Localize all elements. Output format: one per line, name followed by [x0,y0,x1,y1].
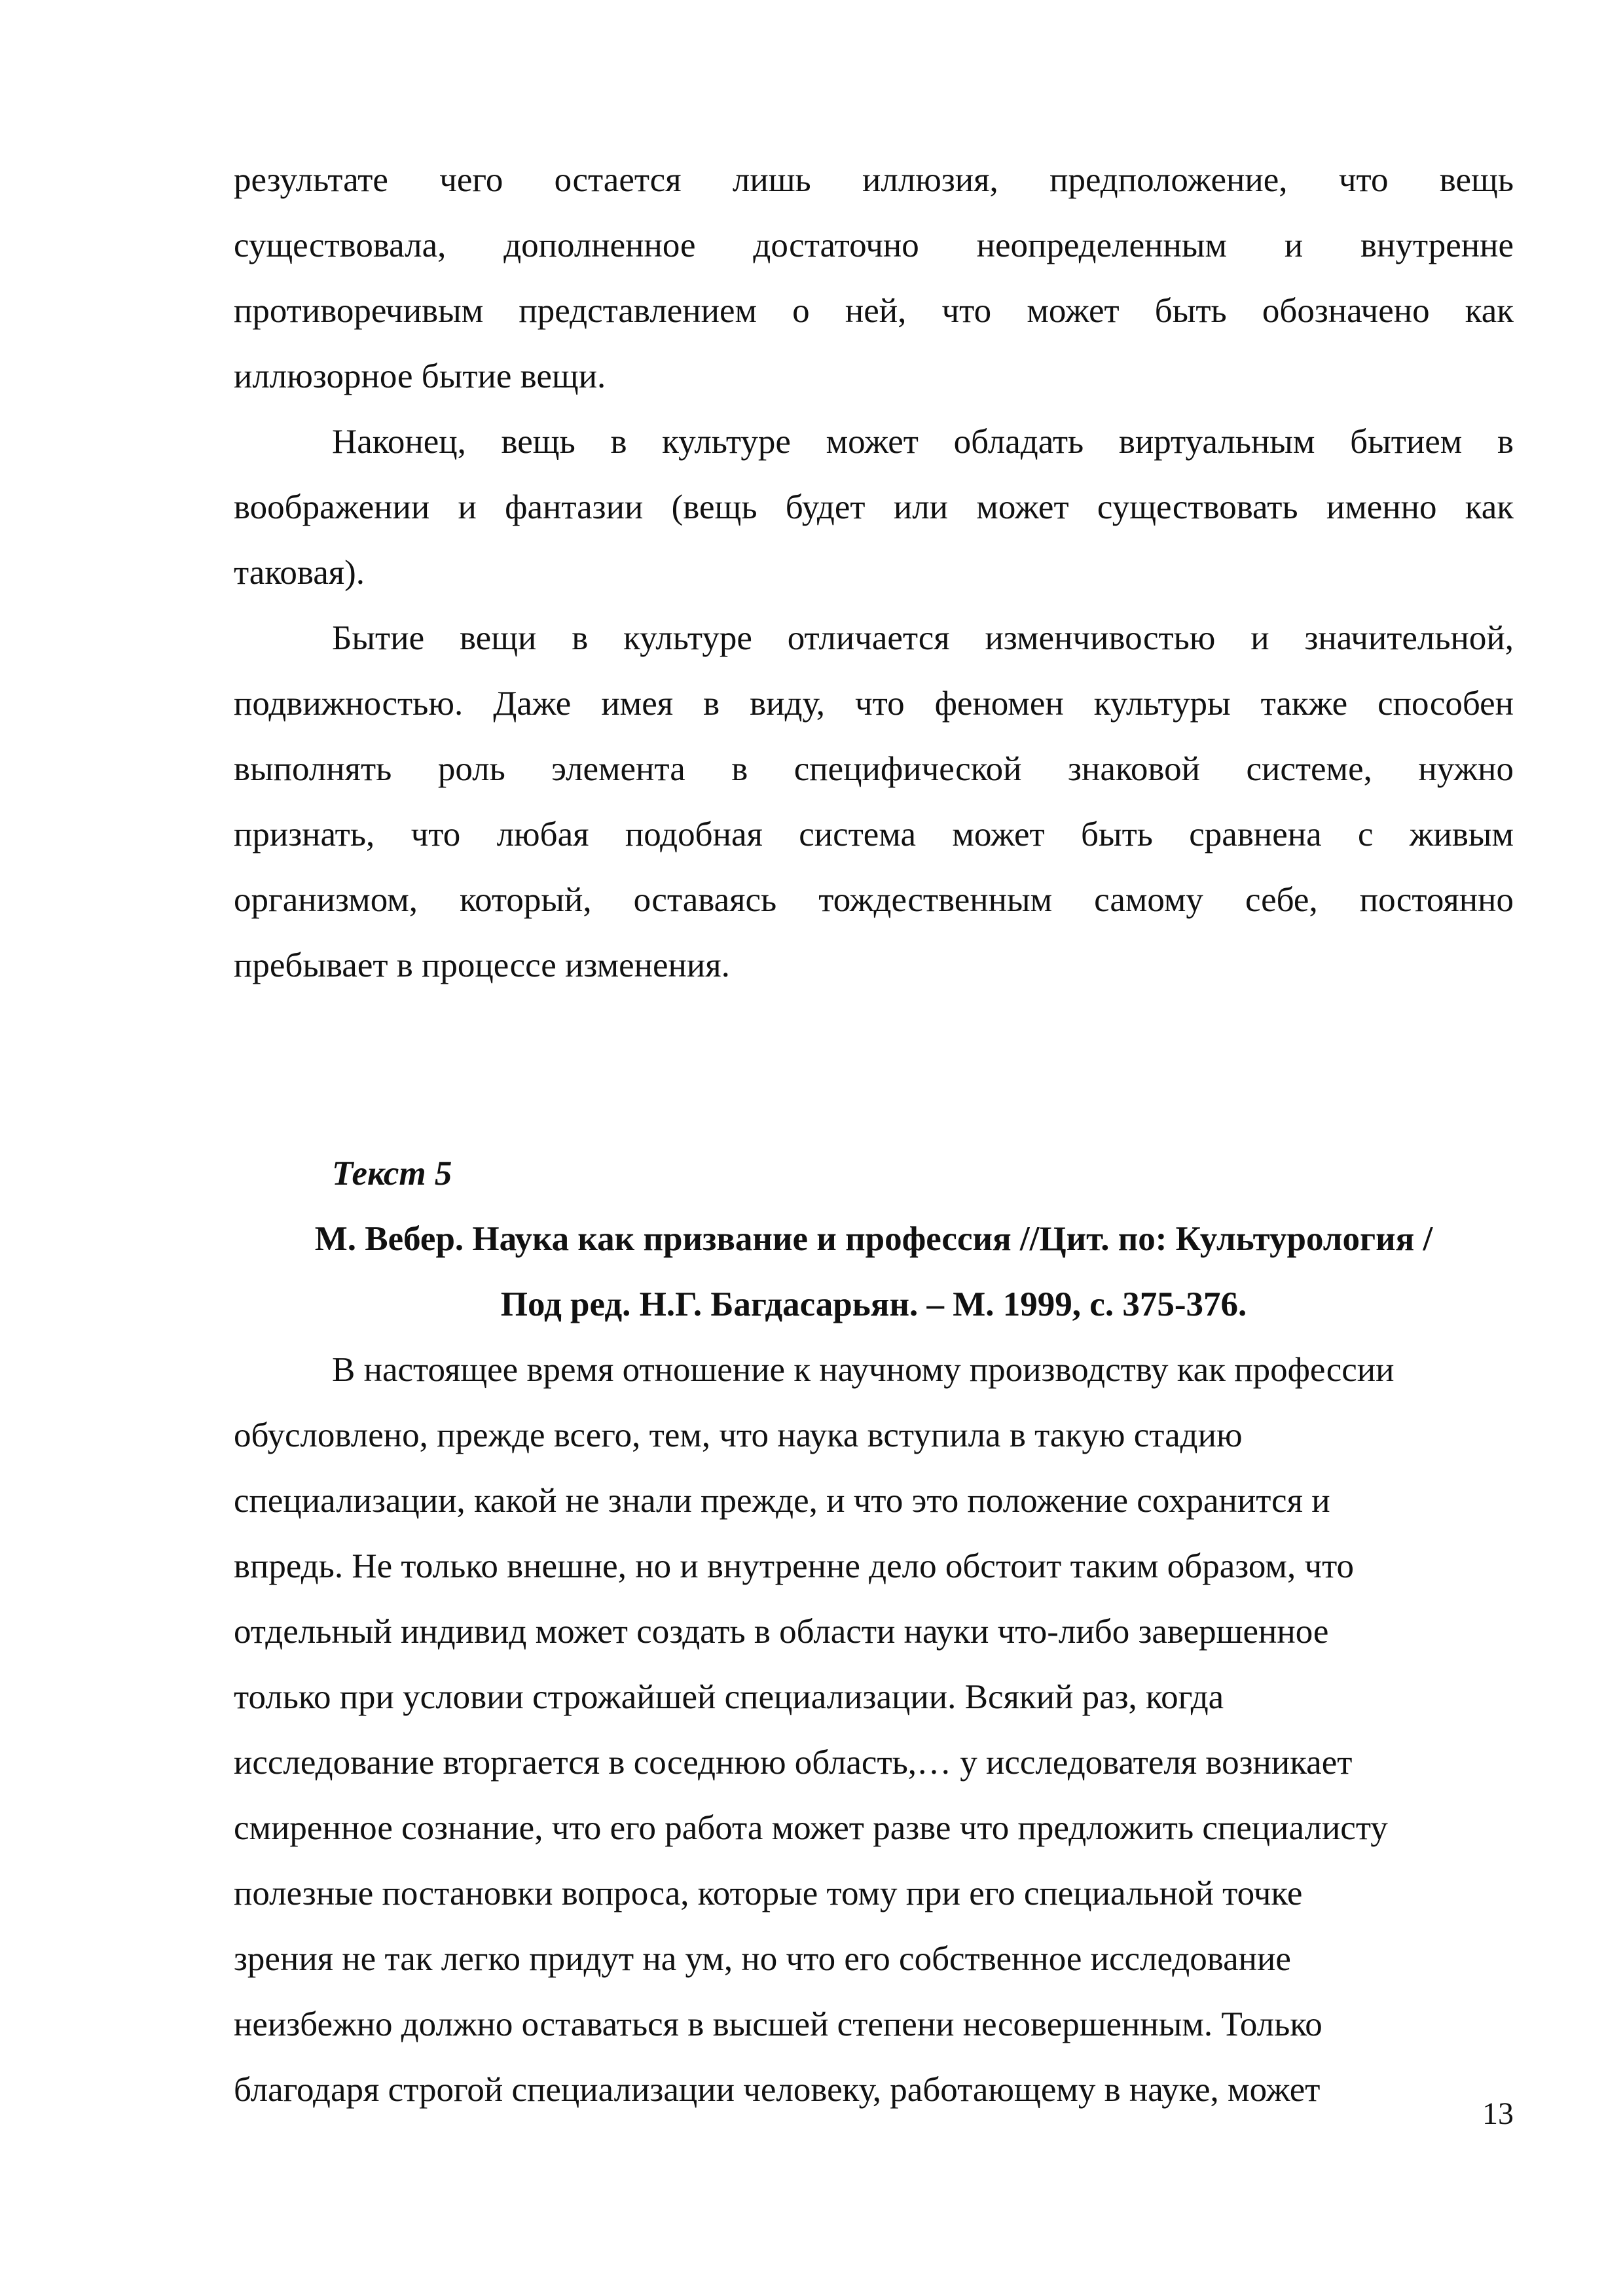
paragraph-1-line-2: существовала, дополненное достаточно неопределенным и внутренне [234,226,1514,264]
paragraph-4-line-1: В настоящее время отношение к научному производству как профессии [332,1351,1395,1389]
paragraph-1-line-3: противоречивым представлением о ней, что может быть обозначено как [234,292,1514,330]
paragraph-3-line-1: Бытие вещи в культуре отличается изменчивостью и значительной, [332,619,1514,657]
paragraph-1-line-4: иллюзорное бытие вещи. [234,357,606,395]
paragraph-4-line-12: благодаря строгой специализации человеку, работающему в науке, может [234,2071,1321,2109]
paragraph-4-line-5: отдельный индивид может создать в области науки что-либо завершенное [234,1613,1329,1651]
paragraph-4-line-11: неизбежно должно оставаться в высшей степени несовершенным. Только [234,2005,1322,2043]
paragraph-4-line-3: специализации, какой не знали прежде, и что это положение сохранится и [234,1482,1330,1520]
section-label: Текст 5 [332,1155,452,1193]
page-number: 13 [1482,2096,1514,2131]
paragraph-4-line-2: обусловлено, прежде всего, тем, что наука вступила в такую стадию [234,1416,1243,1454]
paragraph-4-line-8: смиренное сознание, что его работа может разве что предложить специалисту [234,1809,1388,1847]
paragraph-4-line-7: исследование вторгается в соседнюю область,… у исследователя возникает [234,1744,1353,1782]
paragraph-2-line-3: таковая). [234,554,365,592]
paragraph-2-line-2: воображении и фантазии (вещь будет или может существовать именно как [234,488,1514,526]
paragraph-3-line-3: выполнять роль элемента в специфической знаковой системе, нужно [234,750,1514,788]
paragraph-2-line-1: Наконец, вещь в культуре может обладать виртуальным бытием в [332,423,1514,461]
paragraph-4-line-4: впредь. Не только внешне, но и внутренне дело обстоит таким образом, что [234,1547,1355,1585]
paragraph-1-line-1: результате чего остается лишь иллюзия, предположение, что вещь [234,161,1514,199]
paragraph-3-line-4: признать, что любая подобная система может быть сравнена с живым [234,816,1514,853]
section-source-line-1: М. Вебер. Наука как призвание и профессия //Цит. по: Культурология / [314,1220,1433,1258]
paragraph-4-line-9: полезные постановки вопроса, которые тому при его специальной точке [234,1874,1303,1912]
paragraph-3-line-2: подвижностью. Даже имея в виду, что феномен культуры также способен [234,685,1514,723]
paragraph-3-line-6: пребывает в процессе изменения. [234,946,730,984]
paragraph-4-line-6: только при условии строжайшей специализации. Всякий раз, когда [234,1678,1224,1716]
paragraph-3-line-5: организмом, который, оставаясь тождественным самому себе, постоянно [234,881,1514,919]
section-source-line-2: Под ред. Н.Г. Багдасарьян. – М. 1999, с. 375-376. [500,1285,1247,1323]
paragraph-4-line-10: зрения не так легко придут на ум, но что его собственное исследование [234,1940,1291,1978]
